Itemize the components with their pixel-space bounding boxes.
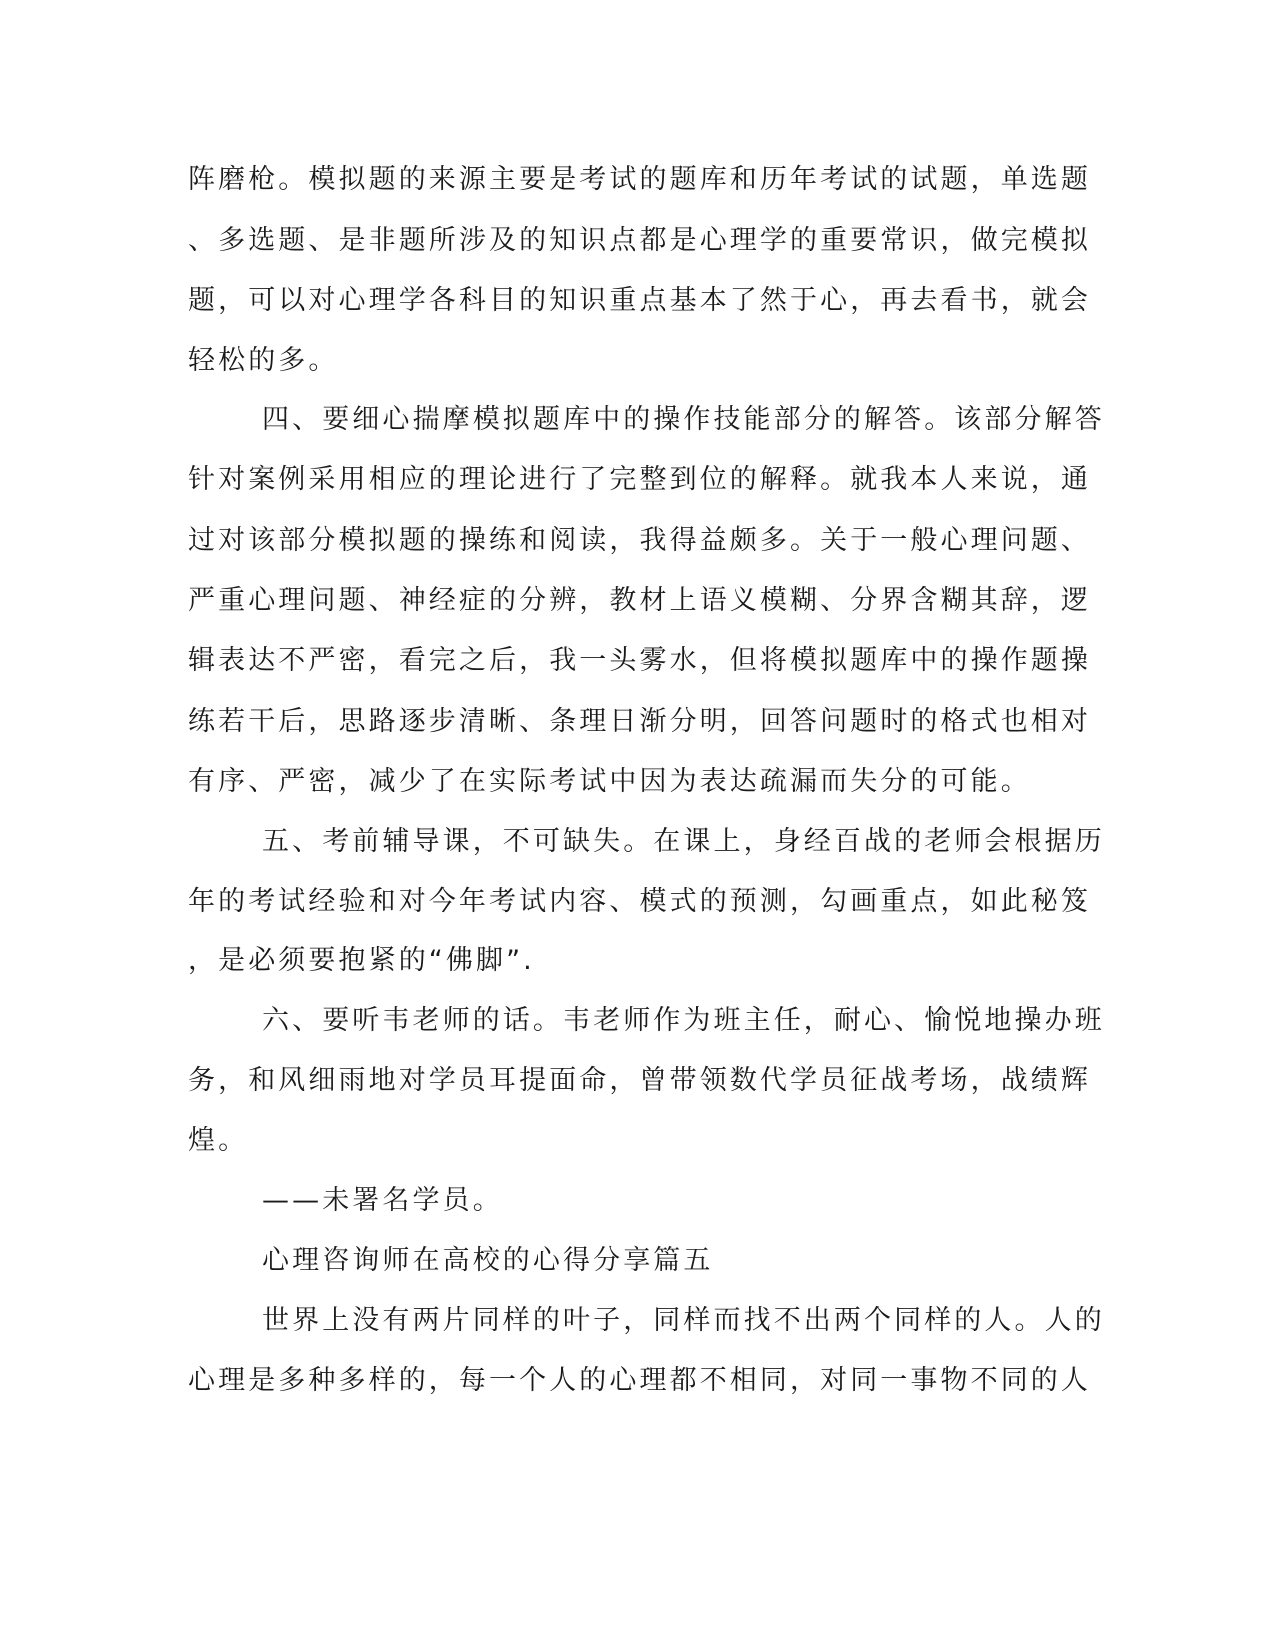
text-line: 题，可以对心理学各科目的知识重点基本了然于心，再去看书，就会 <box>188 285 1091 316</box>
text-line: 辑表达不严密，看完之后，我一头雾水，但将模拟题库中的操作题操 <box>188 645 1091 676</box>
text-line: 练若干后，思路逐步清晰、条理日渐分明，回答问题时的格式也相对 <box>188 706 1091 737</box>
text-line: ，是必须要抱紧的“佛脚”. <box>188 945 535 976</box>
text-line: 轻松的多。 <box>188 345 339 376</box>
text-line: 阵磨枪。模拟题的来源主要是考试的题库和历年考试的试题，单选题 <box>188 164 1091 195</box>
text-line: 过对该部分模拟题的操练和阅读，我得益颇多。关于一般心理问题、 <box>188 525 1091 556</box>
text-line: 煌。 <box>188 1125 249 1156</box>
paragraph-four-start: 四、要细心揣摩模拟题库中的操作技能部分的解答。该部分解答 <box>262 404 1105 435</box>
text-line: 年的考试经验和对今年考试内容、模式的预测，勾画重点，如此秘笈 <box>188 886 1091 917</box>
paragraph-five-start: 五、考前辅导课，不可缺失。在课上，身经百战的老师会根据历 <box>262 826 1105 857</box>
text-line: 有序、严密，减少了在实际考试中因为表达疏漏而失分的可能。 <box>188 766 1031 797</box>
section-heading: 心理咨询师在高校的心得分享篇五 <box>262 1245 714 1276</box>
paragraph-six-start: 六、要听韦老师的话。韦老师作为班主任，耐心、愉悦地操办班 <box>262 1005 1105 1036</box>
text-line: 务，和风细雨地对学员耳提面命，曾带领数代学员征战考场，战绩辉 <box>188 1065 1091 1096</box>
text-line: 严重心理问题、神经症的分辨，教材上语义模糊、分界含糊其辞，逻 <box>188 585 1091 616</box>
paragraph-start: 世界上没有两片同样的叶子，同样而找不出两个同样的人。人的 <box>262 1305 1105 1336</box>
text-line: 针对案例采用相应的理论进行了完整到位的解释。就我本人来说，通 <box>188 464 1091 495</box>
text-line: 心理是多种多样的，每一个人的心理都不相同，对同一事物不同的人 <box>188 1365 1091 1396</box>
author-signature: ——未署名学员。 <box>262 1185 503 1216</box>
text-line: 、多选题、是非题所涉及的知识点都是心理学的重要常识，做完模拟 <box>188 225 1091 256</box>
